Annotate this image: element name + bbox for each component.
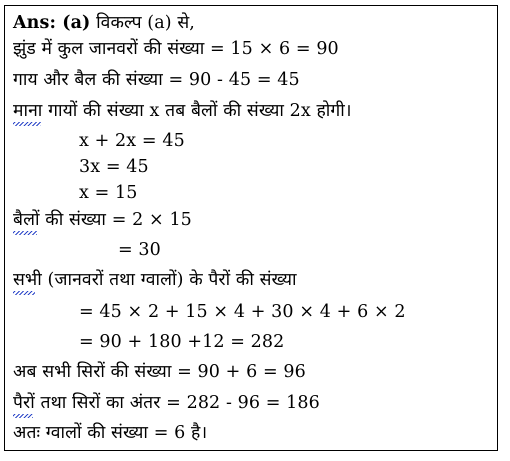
equation-line-1: x + 2x = 45 xyxy=(79,131,185,151)
heads-count-line: अब सभी सिरों की संख्या = 90 + 6 = 96 xyxy=(13,362,306,382)
conclusion-line: अतः ग्वालों की संख्या = 6 है। xyxy=(13,423,208,443)
assumption-line: माना गायों की संख्या x तब बैलों की संख्या 2x होगी। xyxy=(13,101,352,121)
spellcheck-underline xyxy=(13,414,33,418)
answer-box xyxy=(4,5,498,451)
legs-total-line: = 90 + 180 +12 = 282 xyxy=(79,332,285,352)
answer-heading xyxy=(13,12,195,34)
bull-count-result: = 30 xyxy=(118,240,161,260)
bull-count-line: बैलों की संख्या = 2 × 15 xyxy=(13,210,192,230)
answer-option-text: विकल्प (a) से, xyxy=(96,13,195,33)
spellcheck-underline xyxy=(13,291,35,295)
legs-sum-line: = 45 × 2 + 15 × 4 + 30 × 4 + 6 × 2 xyxy=(79,302,406,322)
legs-heading-line: सभी (जानवरों तथा ग्वालों) के पैरों की संख्या xyxy=(13,270,297,290)
cow-bull-count-line: गाय और बैल की संख्या = 90 - 45 = 45 xyxy=(13,70,300,90)
answer-label: Ans: (a) xyxy=(13,13,91,33)
equation-line-3: x = 15 xyxy=(79,183,138,203)
spellcheck-underline xyxy=(13,231,37,235)
difference-line: पैरों तथा सिरों का अंतर = 282 - 96 = 186 xyxy=(13,393,320,413)
herd-total-line: झुंड में कुल जानवरों की संख्या = 15 × 6 = 90 xyxy=(13,39,339,59)
spellcheck-underline xyxy=(13,122,41,126)
equation-line-2: 3x = 45 xyxy=(79,157,149,177)
